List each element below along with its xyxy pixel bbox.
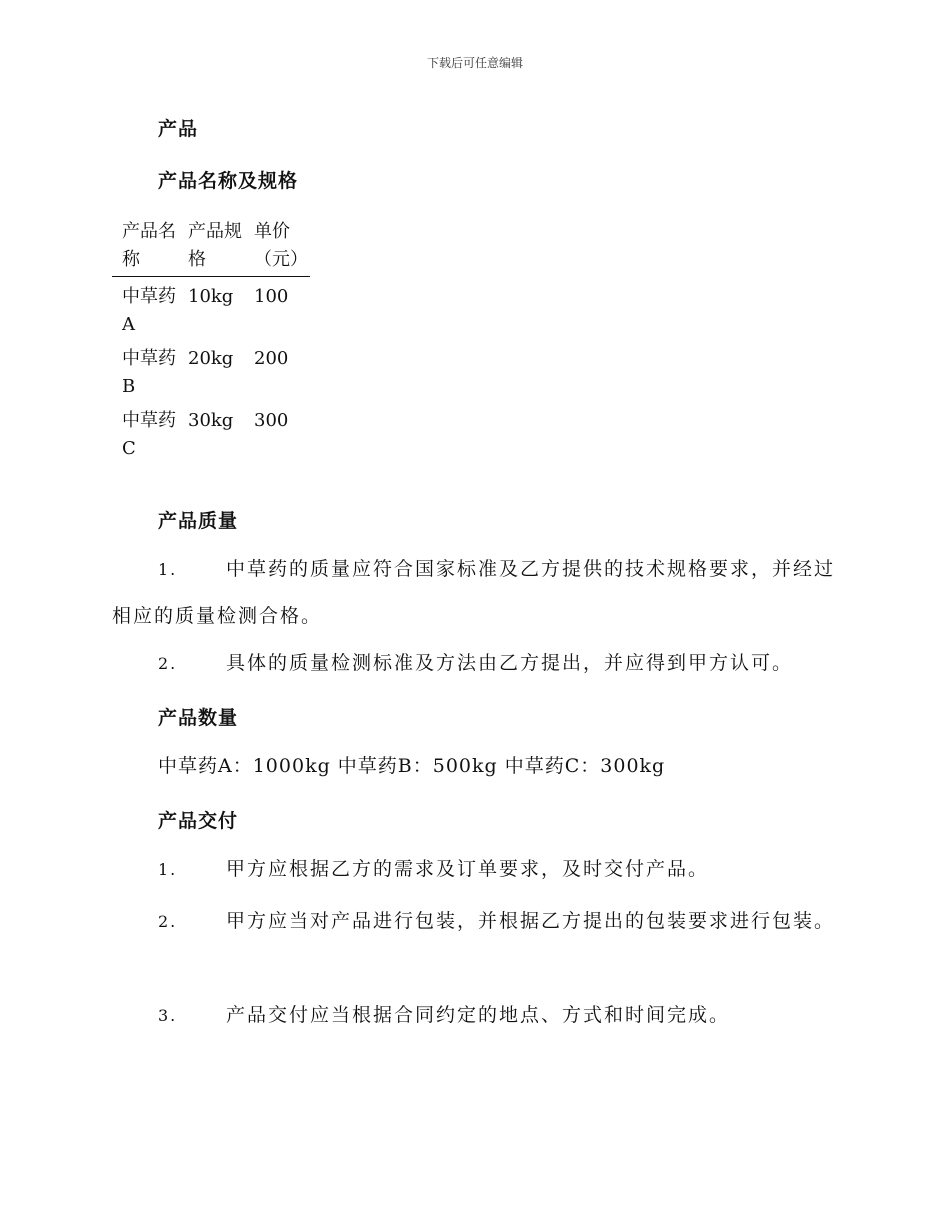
- section-title-quantity: 产品数量: [158, 707, 239, 729]
- page-header: 下载后可任意编辑: [426, 56, 523, 70]
- table-cell-spec: 30kg: [188, 410, 234, 431]
- section-title-product: 产品: [158, 118, 199, 140]
- table-header-row: [112, 218, 310, 277]
- list-number: 2.: [158, 654, 178, 673]
- list-text: 甲方应根据乙方的需求及订单要求，及时交付产品。: [226, 858, 710, 880]
- table-cell-price: 200: [254, 348, 289, 369]
- table-row: [112, 277, 310, 340]
- table-cell-name: 中草药B: [122, 348, 176, 397]
- table-cell-price: 100: [254, 286, 289, 307]
- list-number: 1.: [158, 860, 178, 879]
- list-number: 3.: [158, 1006, 178, 1025]
- table-row: [112, 401, 310, 463]
- spec-table: [112, 218, 310, 463]
- list-number: 2.: [158, 912, 178, 931]
- section-title-quality: 产品质量: [158, 510, 239, 532]
- list-number: 1.: [158, 560, 178, 579]
- table-cell-spec: 20kg: [188, 348, 234, 369]
- quality-item-1: [112, 546, 842, 639]
- delivery-item-3: [112, 992, 842, 1039]
- list-text: 产品交付应当根据合同约定的地点、方式和时间完成。: [226, 1004, 731, 1026]
- section-title-delivery: 产品交付: [158, 810, 239, 832]
- list-text: 中草药的质量应符合国家标准及乙方提供的技术规格要求，并经过相应的质量检测合格。: [112, 558, 836, 627]
- table-row: [112, 339, 310, 401]
- list-text: 具体的质量检测标准及方法由乙方提出，并应得到甲方认可。: [226, 652, 794, 674]
- list-text: 甲方应当对产品进行包装，并根据乙方提出的包装要求进行包装。: [226, 910, 836, 932]
- table-header-spec: 产品规格: [178, 218, 244, 277]
- table-cell-price: 300: [254, 410, 289, 431]
- delivery-item-1: [112, 846, 842, 893]
- delivery-item-2: [112, 898, 842, 945]
- table-header-name: 产品名称: [112, 218, 178, 277]
- table-cell-name: 中草药C: [122, 410, 176, 459]
- table-header-price: 单价（元）: [244, 218, 310, 277]
- quantity-text: 中草药A：1000kg 中草药B：500kg 中草药C：300kg: [158, 755, 666, 777]
- quality-item-2: [112, 640, 842, 687]
- table-cell-name: 中草药A: [122, 286, 176, 335]
- table-cell-spec: 10kg: [188, 286, 234, 307]
- section-title-spec: 产品名称及规格: [158, 170, 299, 192]
